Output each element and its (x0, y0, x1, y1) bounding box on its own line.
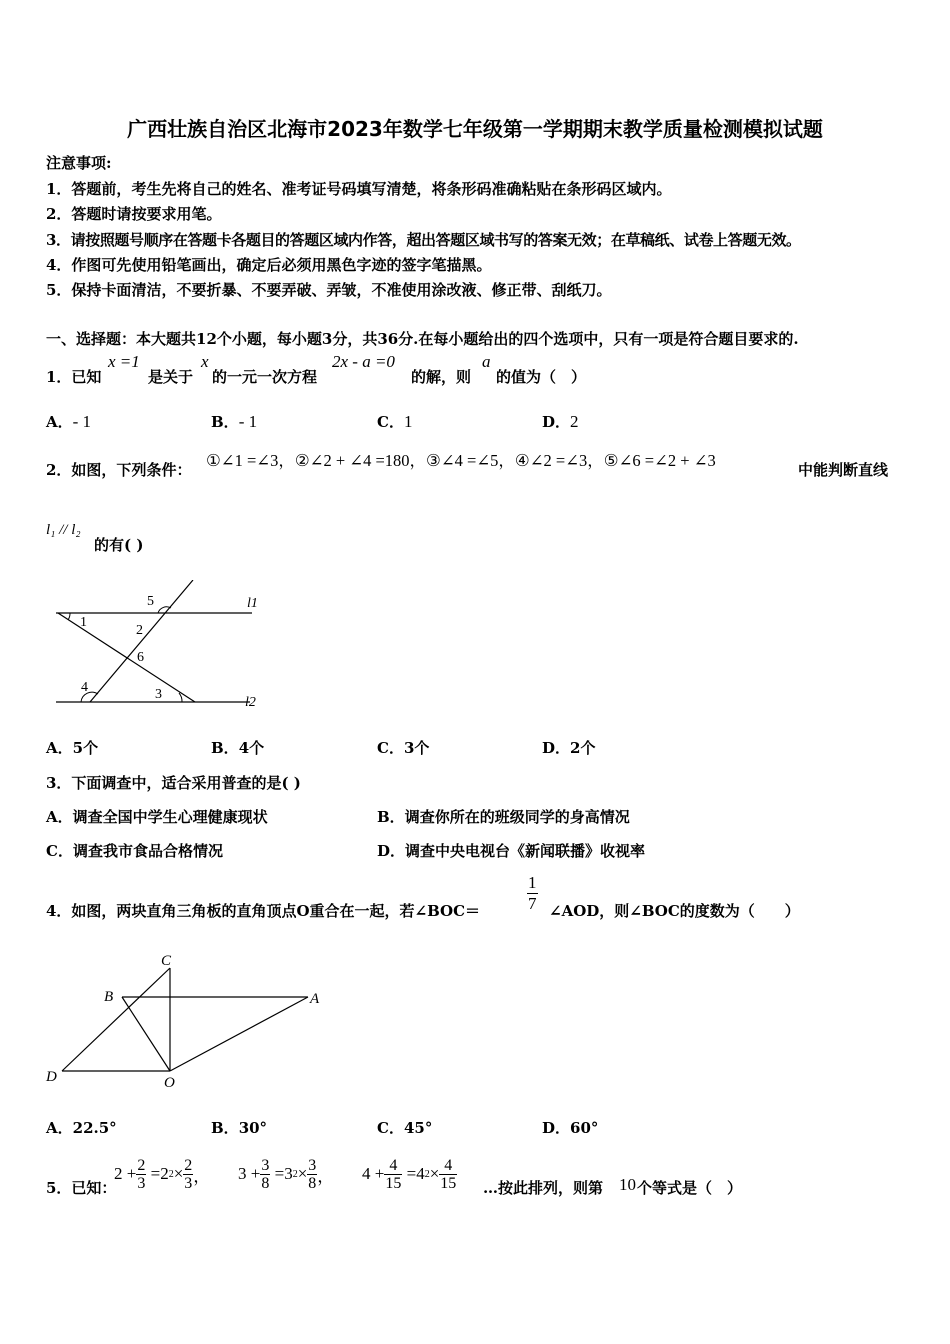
q2-conditions: ①∠1 =∠3，②∠2 + ∠4 =180，③∠4 =∠5，④∠2 =∠3，⑤∠6 =∠2 + ∠3 (206, 451, 716, 470)
q5-text-c: 个等式是（ ） (637, 1179, 743, 1197)
angle-arc (179, 693, 182, 702)
q2-option-d[interactable]: D．2个 (542, 739, 596, 757)
q4-option-d[interactable]: D．60° (542, 1119, 599, 1137)
q1-text-d: 的解，则 (411, 368, 472, 386)
notice-item: 2．答题时请按要求用笔。 (46, 205, 222, 223)
line-label-l1: l1 (247, 596, 258, 611)
q4-option-b[interactable]: B．30° (211, 1119, 268, 1137)
q1-option-b[interactable]: B．- 1 (211, 412, 258, 431)
notice-item: 1．答题前，考生先将自己的姓名、准考证号码填写清楚，将条形码准确粘贴在条形码区域内。 (46, 180, 672, 198)
q2-text-c: 的有( ) (94, 536, 144, 554)
q1-text-c: 的一元一次方程 (212, 368, 318, 386)
angle-label-6: 6 (137, 650, 144, 665)
notice-heading: 注意事项: (46, 154, 112, 172)
q1-text-a: 1．已知 (46, 368, 102, 386)
angle-arc (68, 613, 70, 620)
point-label-b: B (104, 989, 114, 1005)
notice-item: 4．作图可先使用铅笔画出，确定后必须用黑色字迹的签字笔描黑。 (46, 256, 492, 274)
q2-option-b[interactable]: B．4个 (211, 739, 265, 757)
q5-equation-3: 4 + $\frac{4}{15}$ = 4 2 × $\frac{4}{15}$ (362, 1156, 457, 1192)
q5-text-b: …按此排列，则第 (483, 1179, 604, 1197)
q4-option-c[interactable]: C．45° (377, 1119, 433, 1137)
q4-option-a[interactable]: A．22.5° (46, 1119, 117, 1137)
q2-parallel: l₁ // l₂ (46, 522, 81, 538)
point-label-a: A (310, 991, 320, 1007)
section-heading: 一、选择题：本大题共12个小题，每小题3分，共36分.在每小题给出的四个选项中，只有一项是符合题目要求的. (46, 330, 799, 348)
q5-equation-1: 2 + $\frac{2}{3}$ = 2 2 × $\frac{2}{3}$ ， (114, 1156, 211, 1192)
q1-text-b: 是关于 (148, 368, 194, 386)
q2-text-a: 2．如图，下列条件： (46, 461, 192, 479)
point-label-o: O (164, 1075, 175, 1091)
q2-option-c[interactable]: C．3个 (377, 739, 430, 757)
q1-var-a: a (482, 352, 491, 371)
notice-item: 3．请按照题号顺序在答题卡各题目的答题区域内作答，超出答题区域书写的答案无效；在草稿纸、试卷上答题无效。 (46, 231, 801, 249)
q3-option-b[interactable]: B．调查你所在的班级同学的身高情况 (377, 808, 630, 826)
line-label-l2: l2 (245, 695, 256, 710)
q4-text-b: ∠AOD，则∠BOC的度数为（ ） (549, 902, 800, 920)
q2-option-a[interactable]: A．5个 (46, 739, 99, 757)
segment-ao (170, 997, 308, 1071)
page-title: 广西壮族自治区北海市2023年数学七年级第一学期期末教学质量检测模拟试题 (127, 117, 823, 141)
q3-option-d[interactable]: D．调查中央电视台《新闻联播》收视率 (377, 842, 646, 860)
q4-figure (40, 950, 340, 1095)
q1-option-a[interactable]: A．- 1 (46, 412, 92, 431)
q3-option-a[interactable]: A．调查全国中学生心理健康现状 (46, 808, 268, 826)
notice-item: 5．保持卡面清洁，不要折暴、不要弄破、弄皱，不准使用涂改液、修正带、刮纸刀。 (46, 281, 612, 299)
q4-fraction: $\frac{1}{7}$ (528, 873, 537, 913)
q3-stem: 3．下面调查中，适合采用普查的是( ) (46, 774, 301, 792)
q5-equation-2: 3 + $\frac{3}{8}$ = 3 2 × $\frac{3}{8}$ ， (238, 1156, 335, 1192)
angle-label-4: 4 (81, 680, 88, 695)
q5-number: 10 (619, 1175, 636, 1194)
q3-option-c[interactable]: C．调查我市食品合格情况 (46, 842, 223, 860)
q4-text-a: 4．如图，两块直角三角板的直角顶点O重合在一起，若∠BOC＝ (46, 902, 481, 920)
angle-label-3: 3 (155, 687, 162, 702)
q2-text-b: 中能判断直线 (798, 461, 889, 479)
q1-option-d[interactable]: D．2 (542, 412, 579, 431)
transversal-2 (90, 580, 193, 702)
q1-eq-x: x =1 (108, 352, 140, 371)
angle-label-2: 2 (136, 623, 143, 638)
q5-text-a: 5．已知： (46, 1179, 117, 1197)
point-label-d: D (46, 1069, 57, 1085)
point-label-c: C (161, 953, 172, 969)
angle-label-1: 1 (80, 615, 87, 630)
q1-option-c[interactable]: C．1 (377, 412, 413, 431)
q1-text-e: 的值为（ ） (496, 368, 587, 386)
segment-bo (122, 997, 170, 1071)
q1-equation: 2x - a =0 (332, 352, 395, 371)
transversal-1 (58, 613, 195, 702)
segment-dc (62, 968, 170, 1071)
q2-figure (40, 580, 280, 715)
q1-var-x: x (201, 352, 209, 371)
angle-label-5: 5 (147, 594, 154, 609)
